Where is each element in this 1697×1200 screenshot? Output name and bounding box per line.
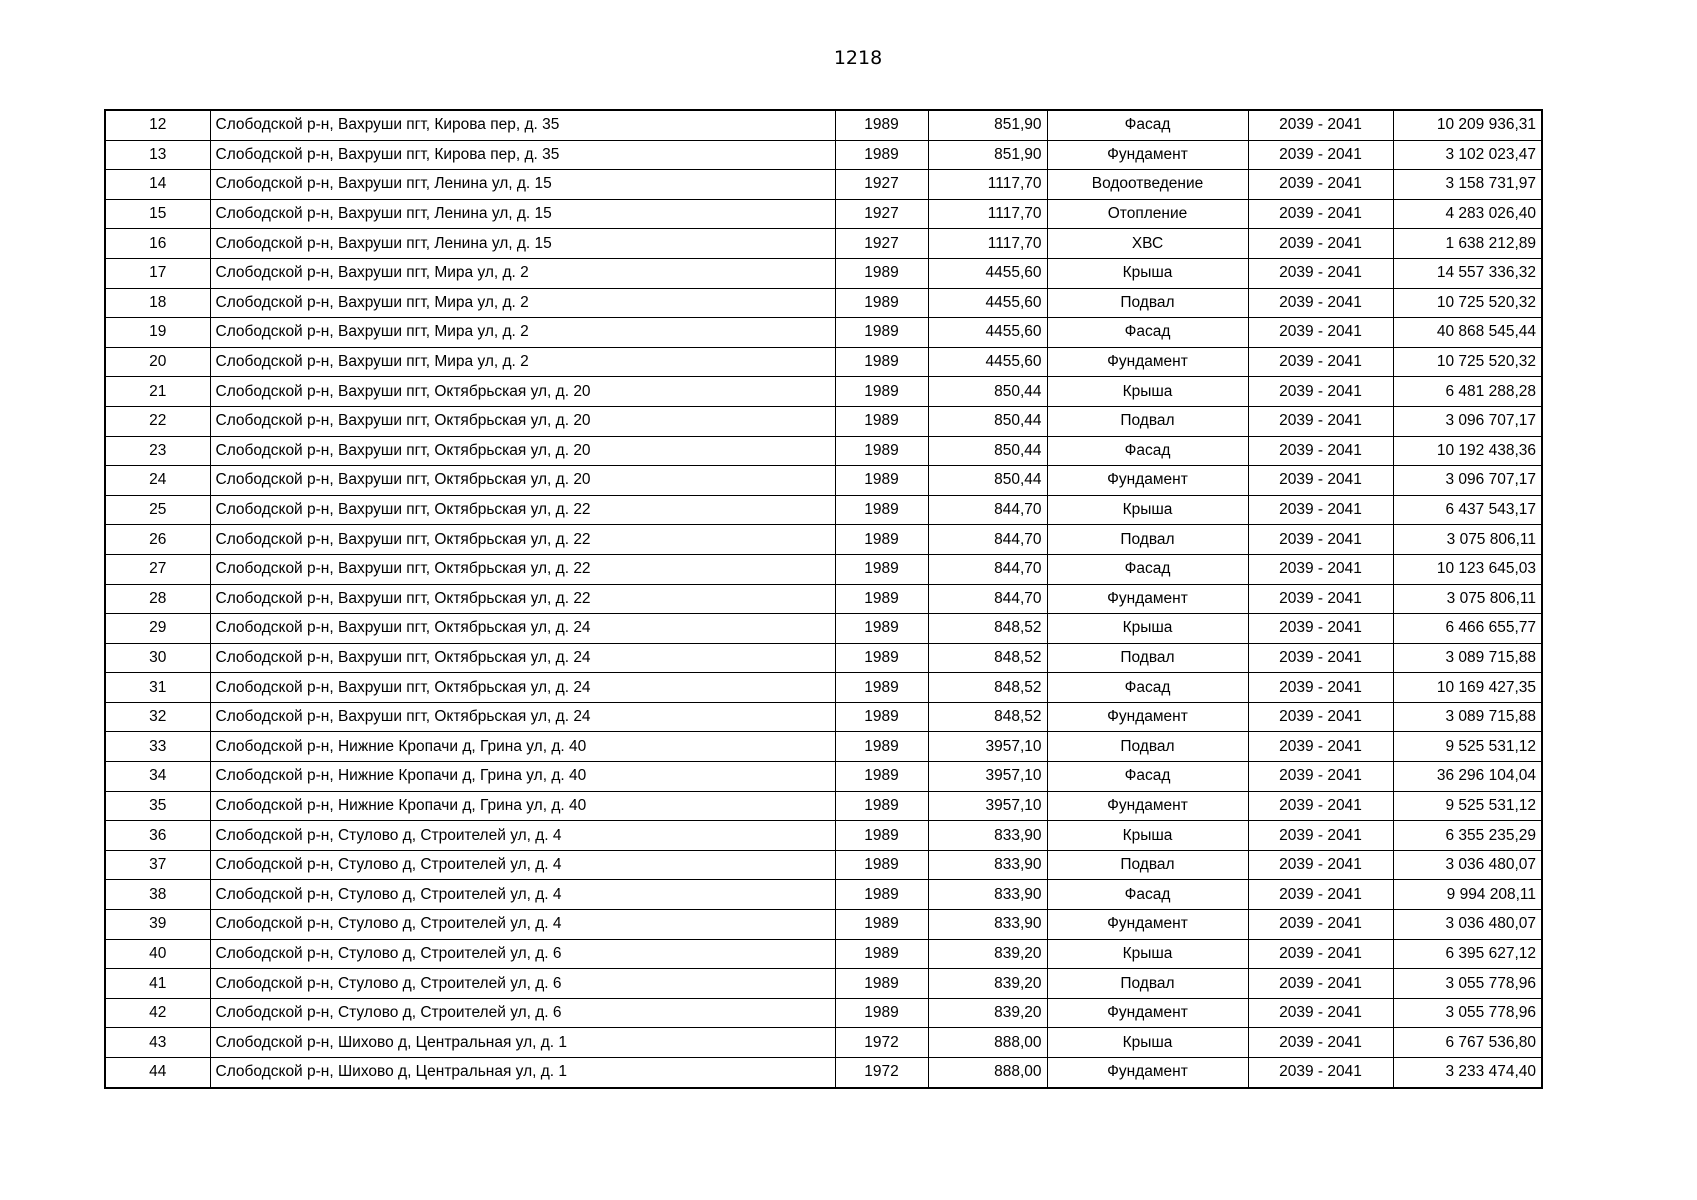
table-row [105, 910, 1542, 940]
work-type-cell: Крыша [1047, 1028, 1248, 1058]
area-cell: 4455,60 [928, 318, 1047, 348]
period-cell: 2039 - 2041 [1248, 347, 1393, 377]
row-number-cell: 37 [105, 850, 210, 880]
repair-schedule-table [104, 109, 1543, 1089]
period-cell: 2039 - 2041 [1248, 643, 1393, 673]
address-cell: Слободской р-н, Нижние Кропачи д, Грина ул, д. 40 [210, 791, 835, 821]
row-number-cell: 28 [105, 584, 210, 614]
work-type-cell: Фундамент [1047, 1058, 1248, 1088]
cost-cell: 4 283 026,40 [1393, 199, 1542, 229]
cost-cell: 3 036 480,07 [1393, 850, 1542, 880]
row-number-cell: 25 [105, 495, 210, 525]
address-cell: Слободской р-н, Вахруши пгт, Ленина ул, д. 15 [210, 170, 835, 200]
period-cell: 2039 - 2041 [1248, 406, 1393, 436]
table-row [105, 702, 1542, 732]
area-cell: 844,70 [928, 554, 1047, 584]
period-cell: 2039 - 2041 [1248, 614, 1393, 644]
row-number-cell: 24 [105, 466, 210, 496]
cost-cell: 3 075 806,11 [1393, 584, 1542, 614]
address-cell: Слободской р-н, Стулово д, Строителей ул, д. 6 [210, 998, 835, 1028]
cost-cell: 3 055 778,96 [1393, 969, 1542, 999]
area-cell: 1117,70 [928, 170, 1047, 200]
cost-cell: 14 557 336,32 [1393, 258, 1542, 288]
build-year-cell: 1989 [835, 110, 928, 140]
work-type-cell: Фундамент [1047, 702, 1248, 732]
area-cell: 839,20 [928, 998, 1047, 1028]
cost-cell: 1 638 212,89 [1393, 229, 1542, 259]
work-type-cell: Подвал [1047, 732, 1248, 762]
row-number-cell: 41 [105, 969, 210, 999]
table-row [105, 140, 1542, 170]
build-year-cell: 1989 [835, 554, 928, 584]
build-year-cell: 1989 [835, 584, 928, 614]
area-cell: 839,20 [928, 939, 1047, 969]
table-row [105, 850, 1542, 880]
address-cell: Слободской р-н, Вахруши пгт, Кирова пер, д. 35 [210, 140, 835, 170]
period-cell: 2039 - 2041 [1248, 199, 1393, 229]
cost-cell: 3 102 023,47 [1393, 140, 1542, 170]
address-cell: Слободской р-н, Вахруши пгт, Октябрьская ул, д. 22 [210, 525, 835, 555]
row-number-cell: 15 [105, 199, 210, 229]
period-cell: 2039 - 2041 [1248, 525, 1393, 555]
address-cell: Слободской р-н, Стулово д, Строителей ул, д. 6 [210, 969, 835, 999]
work-type-cell: Фасад [1047, 436, 1248, 466]
build-year-cell: 1989 [835, 998, 928, 1028]
cost-cell: 9 994 208,11 [1393, 880, 1542, 910]
cost-cell: 10 169 427,35 [1393, 673, 1542, 703]
area-cell: 850,44 [928, 406, 1047, 436]
period-cell: 2039 - 2041 [1248, 939, 1393, 969]
period-cell: 2039 - 2041 [1248, 821, 1393, 851]
table-row [105, 199, 1542, 229]
period-cell: 2039 - 2041 [1248, 1058, 1393, 1088]
build-year-cell: 1989 [835, 377, 928, 407]
build-year-cell: 1989 [835, 702, 928, 732]
area-cell: 839,20 [928, 969, 1047, 999]
table-row [105, 525, 1542, 555]
table-row [105, 288, 1542, 318]
row-number-cell: 34 [105, 762, 210, 792]
area-cell: 1117,70 [928, 229, 1047, 259]
area-cell: 844,70 [928, 584, 1047, 614]
address-cell: Слободской р-н, Стулово д, Строителей ул, д. 4 [210, 910, 835, 940]
cost-cell: 3 096 707,17 [1393, 466, 1542, 496]
work-type-cell: ХВС [1047, 229, 1248, 259]
address-cell: Слободской р-н, Вахруши пгт, Мира ул, д. 2 [210, 258, 835, 288]
work-type-cell: Крыша [1047, 495, 1248, 525]
work-type-cell: Крыша [1047, 821, 1248, 851]
cost-cell: 10 725 520,32 [1393, 288, 1542, 318]
address-cell: Слободской р-н, Вахруши пгт, Октябрьская ул, д. 22 [210, 495, 835, 525]
cost-cell: 3 096 707,17 [1393, 406, 1542, 436]
period-cell: 2039 - 2041 [1248, 880, 1393, 910]
table-row [105, 584, 1542, 614]
cost-cell: 3 089 715,88 [1393, 643, 1542, 673]
work-type-cell: Фундамент [1047, 998, 1248, 1028]
work-type-cell: Отопление [1047, 199, 1248, 229]
table-row [105, 969, 1542, 999]
row-number-cell: 43 [105, 1028, 210, 1058]
period-cell: 2039 - 2041 [1248, 229, 1393, 259]
table-row [105, 347, 1542, 377]
address-cell: Слободской р-н, Вахруши пгт, Кирова пер, д. 35 [210, 110, 835, 140]
address-cell: Слободской р-н, Вахруши пгт, Октябрьская ул, д. 24 [210, 643, 835, 673]
table-row [105, 643, 1542, 673]
table-row [105, 998, 1542, 1028]
build-year-cell: 1989 [835, 140, 928, 170]
cost-cell: 10 725 520,32 [1393, 347, 1542, 377]
build-year-cell: 1989 [835, 762, 928, 792]
area-cell: 844,70 [928, 495, 1047, 525]
cost-cell: 10 209 936,31 [1393, 110, 1542, 140]
period-cell: 2039 - 2041 [1248, 377, 1393, 407]
build-year-cell: 1989 [835, 288, 928, 318]
area-cell: 844,70 [928, 525, 1047, 555]
table-row [105, 939, 1542, 969]
cost-cell: 6 355 235,29 [1393, 821, 1542, 851]
cost-cell: 3 055 778,96 [1393, 998, 1542, 1028]
work-type-cell: Фасад [1047, 880, 1248, 910]
period-cell: 2039 - 2041 [1248, 673, 1393, 703]
cost-cell: 6 481 288,28 [1393, 377, 1542, 407]
work-type-cell: Фасад [1047, 318, 1248, 348]
table-row [105, 614, 1542, 644]
area-cell: 833,90 [928, 880, 1047, 910]
period-cell: 2039 - 2041 [1248, 998, 1393, 1028]
area-cell: 3957,10 [928, 762, 1047, 792]
build-year-cell: 1989 [835, 614, 928, 644]
address-cell: Слободской р-н, Вахруши пгт, Мира ул, д. 2 [210, 347, 835, 377]
area-cell: 3957,10 [928, 791, 1047, 821]
build-year-cell: 1989 [835, 525, 928, 555]
area-cell: 4455,60 [928, 288, 1047, 318]
table-row [105, 880, 1542, 910]
work-type-cell: Фундамент [1047, 347, 1248, 377]
row-number-cell: 18 [105, 288, 210, 318]
table-row [105, 821, 1542, 851]
period-cell: 2039 - 2041 [1248, 969, 1393, 999]
build-year-cell: 1989 [835, 318, 928, 348]
table-row [105, 110, 1542, 140]
cost-cell: 3 158 731,97 [1393, 170, 1542, 200]
row-number-cell: 20 [105, 347, 210, 377]
address-cell: Слободской р-н, Вахруши пгт, Октябрьская ул, д. 24 [210, 614, 835, 644]
row-number-cell: 29 [105, 614, 210, 644]
area-cell: 833,90 [928, 821, 1047, 851]
row-number-cell: 35 [105, 791, 210, 821]
table-row [105, 791, 1542, 821]
build-year-cell: 1989 [835, 821, 928, 851]
cost-cell: 6 395 627,12 [1393, 939, 1542, 969]
work-type-cell: Крыша [1047, 939, 1248, 969]
period-cell: 2039 - 2041 [1248, 732, 1393, 762]
work-type-cell: Подвал [1047, 406, 1248, 436]
row-number-cell: 14 [105, 170, 210, 200]
address-cell: Слободской р-н, Вахруши пгт, Октябрьская ул, д. 22 [210, 584, 835, 614]
address-cell: Слободской р-н, Вахруши пгт, Ленина ул, д. 15 [210, 199, 835, 229]
row-number-cell: 33 [105, 732, 210, 762]
table-row [105, 732, 1542, 762]
period-cell: 2039 - 2041 [1248, 170, 1393, 200]
area-cell: 888,00 [928, 1058, 1047, 1088]
build-year-cell: 1989 [835, 347, 928, 377]
period-cell: 2039 - 2041 [1248, 762, 1393, 792]
cost-cell: 9 525 531,12 [1393, 732, 1542, 762]
build-year-cell: 1989 [835, 643, 928, 673]
address-cell: Слободской р-н, Нижние Кропачи д, Грина ул, д. 40 [210, 762, 835, 792]
table-row [105, 377, 1542, 407]
row-number-cell: 26 [105, 525, 210, 555]
address-cell: Слободской р-н, Стулово д, Строителей ул, д. 6 [210, 939, 835, 969]
table-row [105, 258, 1542, 288]
build-year-cell: 1972 [835, 1058, 928, 1088]
area-cell: 848,52 [928, 614, 1047, 644]
build-year-cell: 1989 [835, 939, 928, 969]
address-cell: Слободской р-н, Шихово д, Центральная ул, д. 1 [210, 1058, 835, 1088]
build-year-cell: 1989 [835, 880, 928, 910]
table-row [105, 554, 1542, 584]
work-type-cell: Крыша [1047, 614, 1248, 644]
work-type-cell: Водоотведение [1047, 170, 1248, 200]
period-cell: 2039 - 2041 [1248, 110, 1393, 140]
table-row [105, 1058, 1542, 1088]
table-body [105, 110, 1542, 1088]
area-cell: 848,52 [928, 702, 1047, 732]
table-row [105, 673, 1542, 703]
build-year-cell: 1989 [835, 406, 928, 436]
period-cell: 2039 - 2041 [1248, 791, 1393, 821]
area-cell: 833,90 [928, 910, 1047, 940]
row-number-cell: 31 [105, 673, 210, 703]
table-row [105, 495, 1542, 525]
table-row [105, 436, 1542, 466]
area-cell: 850,44 [928, 466, 1047, 496]
work-type-cell: Фундамент [1047, 910, 1248, 940]
address-cell: Слободской р-н, Вахруши пгт, Октябрьская ул, д. 22 [210, 554, 835, 584]
address-cell: Слободской р-н, Вахруши пгт, Мира ул, д. 2 [210, 288, 835, 318]
cost-cell: 40 868 545,44 [1393, 318, 1542, 348]
build-year-cell: 1989 [835, 258, 928, 288]
row-number-cell: 19 [105, 318, 210, 348]
address-cell: Слободской р-н, Стулово д, Строителей ул, д. 4 [210, 821, 835, 851]
area-cell: 851,90 [928, 110, 1047, 140]
period-cell: 2039 - 2041 [1248, 1028, 1393, 1058]
area-cell: 4455,60 [928, 347, 1047, 377]
build-year-cell: 1989 [835, 466, 928, 496]
build-year-cell: 1927 [835, 229, 928, 259]
cost-cell: 3 036 480,07 [1393, 910, 1542, 940]
area-cell: 1117,70 [928, 199, 1047, 229]
table-row [105, 1028, 1542, 1058]
area-cell: 850,44 [928, 377, 1047, 407]
row-number-cell: 12 [105, 110, 210, 140]
build-year-cell: 1927 [835, 170, 928, 200]
area-cell: 850,44 [928, 436, 1047, 466]
table-row [105, 762, 1542, 792]
period-cell: 2039 - 2041 [1248, 140, 1393, 170]
row-number-cell: 39 [105, 910, 210, 940]
cost-cell: 10 192 438,36 [1393, 436, 1542, 466]
period-cell: 2039 - 2041 [1248, 554, 1393, 584]
area-cell: 848,52 [928, 643, 1047, 673]
work-type-cell: Фундамент [1047, 466, 1248, 496]
address-cell: Слободской р-н, Вахруши пгт, Октябрьская ул, д. 20 [210, 377, 835, 407]
work-type-cell: Фасад [1047, 554, 1248, 584]
period-cell: 2039 - 2041 [1248, 910, 1393, 940]
work-type-cell: Крыша [1047, 377, 1248, 407]
work-type-cell: Фундамент [1047, 584, 1248, 614]
row-number-cell: 32 [105, 702, 210, 732]
work-type-cell: Подвал [1047, 850, 1248, 880]
work-type-cell: Подвал [1047, 969, 1248, 999]
row-number-cell: 36 [105, 821, 210, 851]
period-cell: 2039 - 2041 [1248, 466, 1393, 496]
area-cell: 833,90 [928, 850, 1047, 880]
area-cell: 888,00 [928, 1028, 1047, 1058]
build-year-cell: 1989 [835, 910, 928, 940]
build-year-cell: 1989 [835, 791, 928, 821]
area-cell: 851,90 [928, 140, 1047, 170]
work-type-cell: Фасад [1047, 110, 1248, 140]
build-year-cell: 1989 [835, 495, 928, 525]
period-cell: 2039 - 2041 [1248, 495, 1393, 525]
table-row [105, 318, 1542, 348]
address-cell: Слободской р-н, Вахруши пгт, Ленина ул, д. 15 [210, 229, 835, 259]
area-cell: 4455,60 [928, 258, 1047, 288]
period-cell: 2039 - 2041 [1248, 436, 1393, 466]
area-cell: 3957,10 [928, 732, 1047, 762]
row-number-cell: 21 [105, 377, 210, 407]
period-cell: 2039 - 2041 [1248, 258, 1393, 288]
address-cell: Слободской р-н, Вахруши пгт, Октябрьская ул, д. 20 [210, 406, 835, 436]
cost-cell: 10 123 645,03 [1393, 554, 1542, 584]
work-type-cell: Подвал [1047, 288, 1248, 318]
cost-cell: 3 089 715,88 [1393, 702, 1542, 732]
address-cell: Слободской р-н, Стулово д, Строителей ул, д. 4 [210, 880, 835, 910]
build-year-cell: 1927 [835, 199, 928, 229]
cost-cell: 36 296 104,04 [1393, 762, 1542, 792]
row-number-cell: 40 [105, 939, 210, 969]
period-cell: 2039 - 2041 [1248, 288, 1393, 318]
row-number-cell: 13 [105, 140, 210, 170]
table-row [105, 406, 1542, 436]
address-cell: Слободской р-н, Вахруши пгт, Октябрьская ул, д. 20 [210, 436, 835, 466]
work-type-cell: Крыша [1047, 258, 1248, 288]
build-year-cell: 1989 [835, 673, 928, 703]
row-number-cell: 22 [105, 406, 210, 436]
address-cell: Слободской р-н, Вахруши пгт, Мира ул, д. 2 [210, 318, 835, 348]
period-cell: 2039 - 2041 [1248, 584, 1393, 614]
work-type-cell: Фундамент [1047, 140, 1248, 170]
row-number-cell: 16 [105, 229, 210, 259]
build-year-cell: 1989 [835, 732, 928, 762]
work-type-cell: Подвал [1047, 643, 1248, 673]
page-number: 1218 [833, 47, 883, 69]
row-number-cell: 17 [105, 258, 210, 288]
build-year-cell: 1989 [835, 969, 928, 999]
address-cell: Слободской р-н, Шихово д, Центральная ул, д. 1 [210, 1028, 835, 1058]
cost-cell: 6 466 655,77 [1393, 614, 1542, 644]
build-year-cell: 1972 [835, 1028, 928, 1058]
cost-cell: 3 233 474,40 [1393, 1058, 1542, 1088]
cost-cell: 6 767 536,80 [1393, 1028, 1542, 1058]
address-cell: Слободской р-н, Вахруши пгт, Октябрьская ул, д. 24 [210, 673, 835, 703]
address-cell: Слободской р-н, Вахруши пгт, Октябрьская ул, д. 24 [210, 702, 835, 732]
work-type-cell: Подвал [1047, 525, 1248, 555]
period-cell: 2039 - 2041 [1248, 702, 1393, 732]
table-row [105, 229, 1542, 259]
table-row [105, 466, 1542, 496]
build-year-cell: 1989 [835, 436, 928, 466]
row-number-cell: 30 [105, 643, 210, 673]
row-number-cell: 42 [105, 998, 210, 1028]
table-row [105, 170, 1542, 200]
row-number-cell: 23 [105, 436, 210, 466]
period-cell: 2039 - 2041 [1248, 318, 1393, 348]
period-cell: 2039 - 2041 [1248, 850, 1393, 880]
cost-cell: 3 075 806,11 [1393, 525, 1542, 555]
row-number-cell: 44 [105, 1058, 210, 1088]
cost-cell: 6 437 543,17 [1393, 495, 1542, 525]
work-type-cell: Фасад [1047, 762, 1248, 792]
row-number-cell: 38 [105, 880, 210, 910]
work-type-cell: Фасад [1047, 673, 1248, 703]
address-cell: Слободской р-н, Вахруши пгт, Октябрьская ул, д. 20 [210, 466, 835, 496]
cost-cell: 9 525 531,12 [1393, 791, 1542, 821]
row-number-cell: 27 [105, 554, 210, 584]
build-year-cell: 1989 [835, 850, 928, 880]
work-type-cell: Фундамент [1047, 791, 1248, 821]
area-cell: 848,52 [928, 673, 1047, 703]
address-cell: Слободской р-н, Стулово д, Строителей ул, д. 4 [210, 850, 835, 880]
address-cell: Слободской р-н, Нижние Кропачи д, Грина ул, д. 40 [210, 732, 835, 762]
